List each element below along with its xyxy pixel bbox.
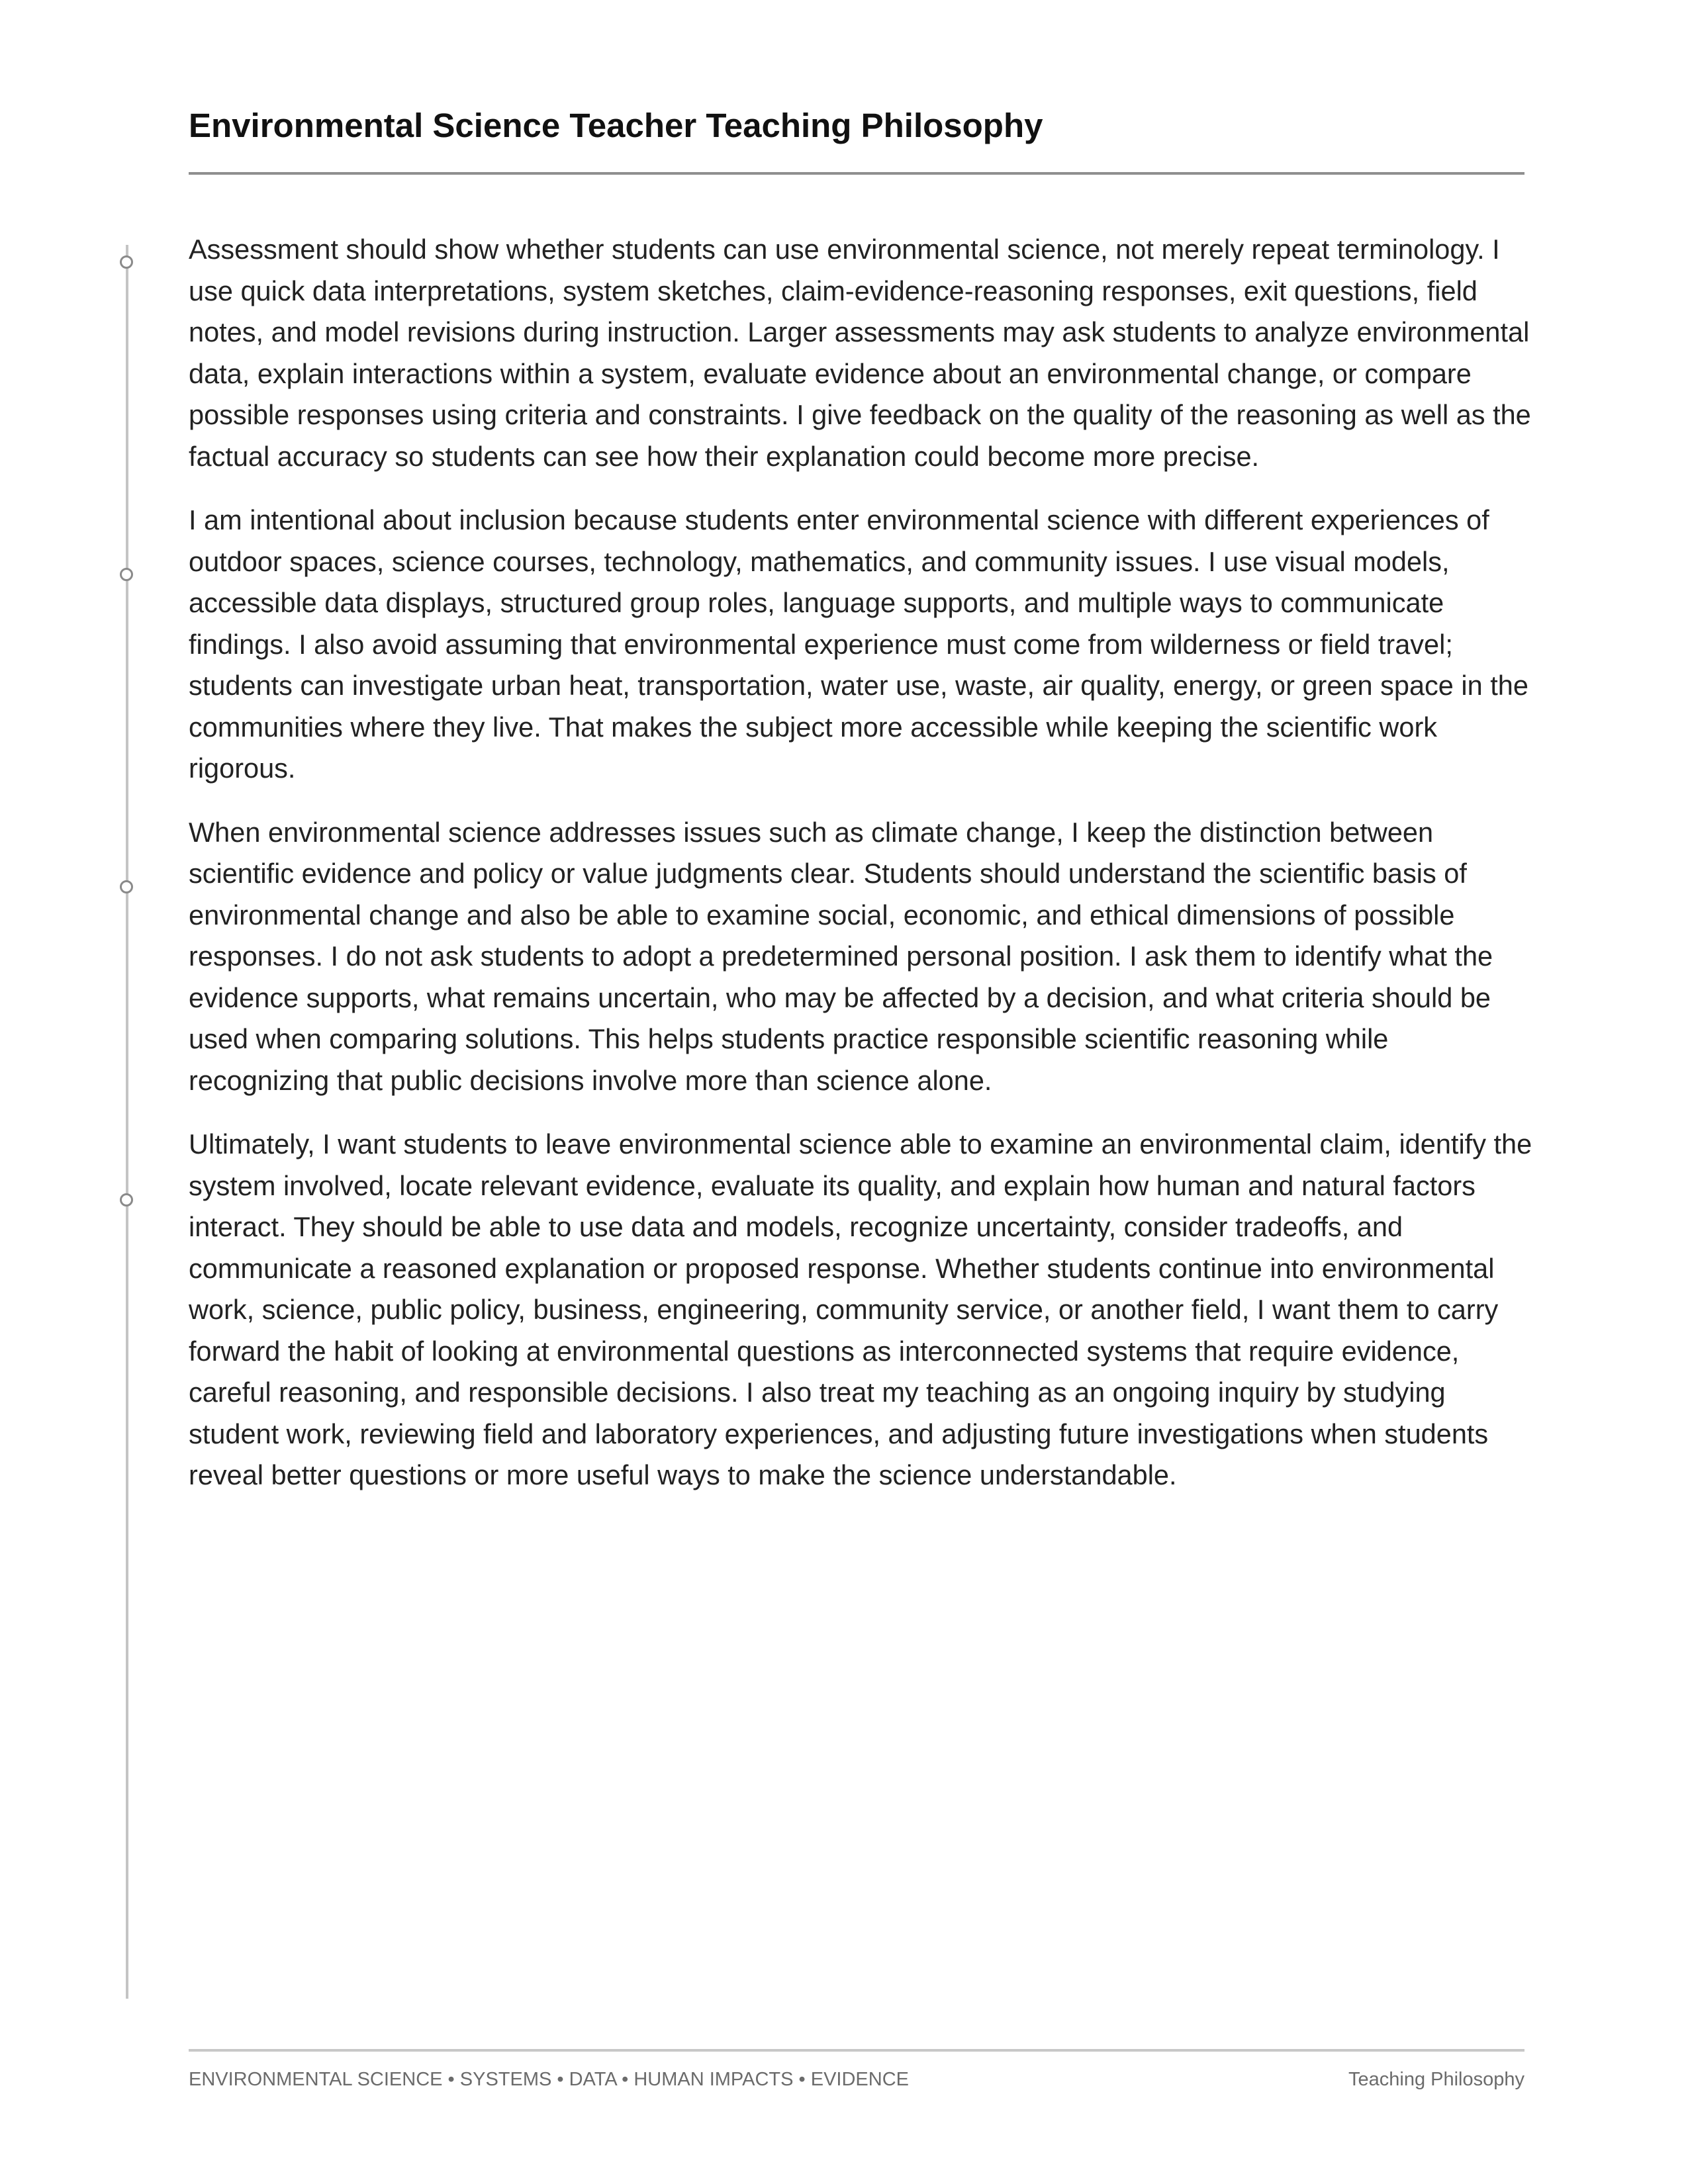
timeline-node-icon <box>120 1193 133 1206</box>
paragraph-inclusion: I am intentional about inclusion because students enter environmental science with different experiences of outdoor spaces, science courses, technology, mathematics, and community issues. I use visual models, accessible data displays, structured group roles, language supports, and multiple ways to communicate findings. I also avoid assuming that environmental experience must come from wilderness or field travel; students can investigate urban heat, transportation, water use, waste, air quality, energy, or green space in the communities where they live. That makes the subject more accessible while keeping the scientific work rigorous. <box>189 504 1528 784</box>
timeline-node-icon <box>120 880 133 893</box>
footer-keywords: ENVIRONMENTAL SCIENCE • SYSTEMS • DATA • HUMAN IMPACTS • EVIDENCE <box>189 2069 909 2090</box>
footer-document-label: Teaching Philosophy <box>1348 2069 1524 2090</box>
timeline-node-icon <box>120 568 133 581</box>
timeline-line <box>126 245 128 1999</box>
title-divider <box>189 172 1524 175</box>
paragraph-assessment: Assessment should show whether students can use environmental science, not merely repeat terminology. I use quick data interpretations, system sketches, claim-evidence-reasoning responses, exit questions, field notes, and model revisions during instruction. Larger assessments may ask students to analyze environmental data, explain interactions within a system, evaluate evidence about an environmental change, or compare possible responses using criteria and constraints. I give feedback on the quality of the reasoning as well as the factual accuracy so students can see how their explanation could become more precise. <box>189 234 1531 472</box>
body-content <box>189 229 1532 1519</box>
timeline-node-icon <box>120 255 133 269</box>
footer-divider <box>189 2049 1524 2052</box>
paragraph-outcomes: Ultimately, I want students to leave environmental science able to examine an environmental claim, identify the system involved, locate relevant evidence, evaluate its quality, and explain how human and natural factors interact. They should be able to use data and models, recognize uncertainty, consider tradeoffs, and communicate a reasoned explanation or proposed response. Whether students continue into environmental work, science, public policy, business, engineering, community service, or another field, I want them to carry forward the habit of looking at environmental questions as interconnected systems that require evidence, careful reasoning, and responsible decisions. I also treat my teaching as an ongoing inquiry by studying student work, reviewing field and laboratory experiences, and adjusting future investigations when students reveal better questions or more useful ways to make the science understandable. <box>189 1128 1532 1490</box>
page-title: Environmental Science Teacher Teaching Philosophy <box>189 107 1043 144</box>
paragraph-climate-reasoning: When environmental science addresses issues such as climate change, I keep the distinction between scientific evidence and policy or value judgments clear. Students should understand the scientific basis of environmental change and also be able to examine social, economic, and ethical dimensions of possible responses. I do not ask students to adopt a predetermined personal position. I ask them to identify what the evidence supports, what remains uncertain, who may be affected by a decision, and what criteria should be used when comparing solutions. This helps students practice responsible scientific reasoning while recognizing that public decisions involve more than science alone. <box>189 816 1493 1096</box>
